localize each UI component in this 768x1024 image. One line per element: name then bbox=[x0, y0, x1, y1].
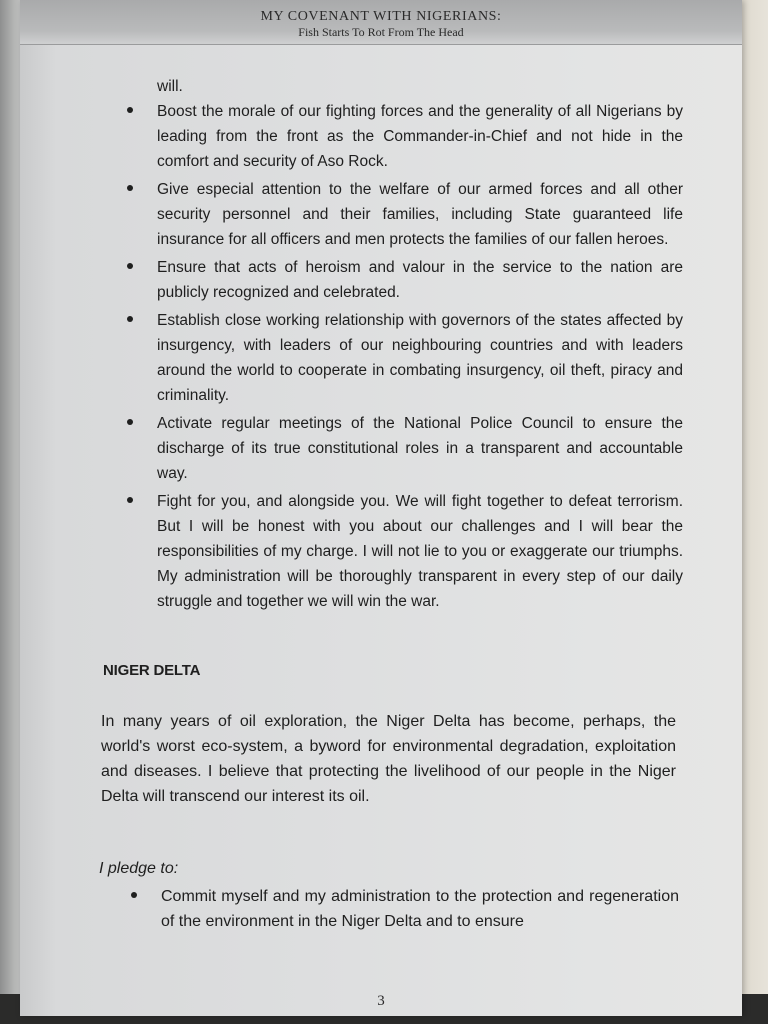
list-item bbox=[127, 884, 679, 934]
section-heading: NIGER DELTA bbox=[103, 662, 201, 679]
body-paragraph: In many years of oil exploration, the Niger Delta has become, perhaps, the world's worst eco-system, a byword for environmental degradation, exploitation and diseases. I believe that protecting the livelihood of our people in the Niger Delta will transcend our interest its oil. bbox=[101, 713, 676, 805]
running-header bbox=[20, 0, 742, 45]
list-item bbox=[123, 308, 683, 408]
bullet-list bbox=[123, 99, 683, 617]
page-number: 3 bbox=[377, 993, 385, 1009]
bullet-dot bbox=[127, 497, 133, 503]
list-item bbox=[123, 177, 683, 252]
bullet-dot bbox=[131, 892, 137, 898]
list-item bbox=[123, 489, 683, 614]
bullet-dot bbox=[127, 316, 133, 322]
bullet-dot bbox=[127, 263, 133, 269]
header-title: MY COVENANT WITH NIGERIANS: bbox=[260, 9, 502, 24]
header-subtitle: Fish Starts To Rot From The Head bbox=[298, 25, 464, 39]
bullet-dot bbox=[127, 107, 133, 113]
list-item-text: Give especial attention to the welfare of our armed forces and all other security personnel and their families, including State guaranteed life insurance for all officers and men protects the families of our fallen heroes. bbox=[157, 181, 683, 248]
pledge-label: I pledge to: bbox=[99, 860, 179, 877]
pledge-list bbox=[127, 884, 679, 934]
list-item-text: Establish close working relationship with governors of the states affected by insurgency, with leaders of our neighbouring countries and with leaders around the world to cooperate in combating insurgency, oil theft, piracy and criminality. bbox=[157, 312, 683, 404]
list-item bbox=[123, 411, 683, 486]
list-item bbox=[123, 99, 683, 174]
list-item-text: Ensure that acts of heroism and valour in the service to the nation are publicly recognized and celebrated. bbox=[157, 259, 683, 301]
list-item-text: Fight for you, and alongside you. We will fight together to defeat terrorism. But I will be honest with you about our challenges and I will bear the responsibilities of my charge. I will not lie to you or exaggerate our triumphs. My administration will be thoroughly transparent in every step of our daily struggle and together we will win the war. bbox=[157, 493, 683, 610]
continuation-text: will. bbox=[157, 78, 183, 95]
list-item bbox=[123, 255, 683, 305]
list-item-text: Commit myself and my administration to the protection and regeneration of the environment in the Niger Delta and to ensure bbox=[161, 888, 679, 930]
bullet-dot bbox=[127, 185, 133, 191]
list-item-text: Boost the morale of our fighting forces and the generality of all Nigerians by leading from the front as the Commander-in-Chief and not hide in the comfort and security of Aso Rock. bbox=[157, 103, 683, 170]
bullet-dot bbox=[127, 419, 133, 425]
list-item-text: Activate regular meetings of the National Police Council to ensure the discharge of its true constitutional roles in a transparent and accountable way. bbox=[157, 415, 683, 482]
document-page bbox=[20, 0, 742, 1016]
